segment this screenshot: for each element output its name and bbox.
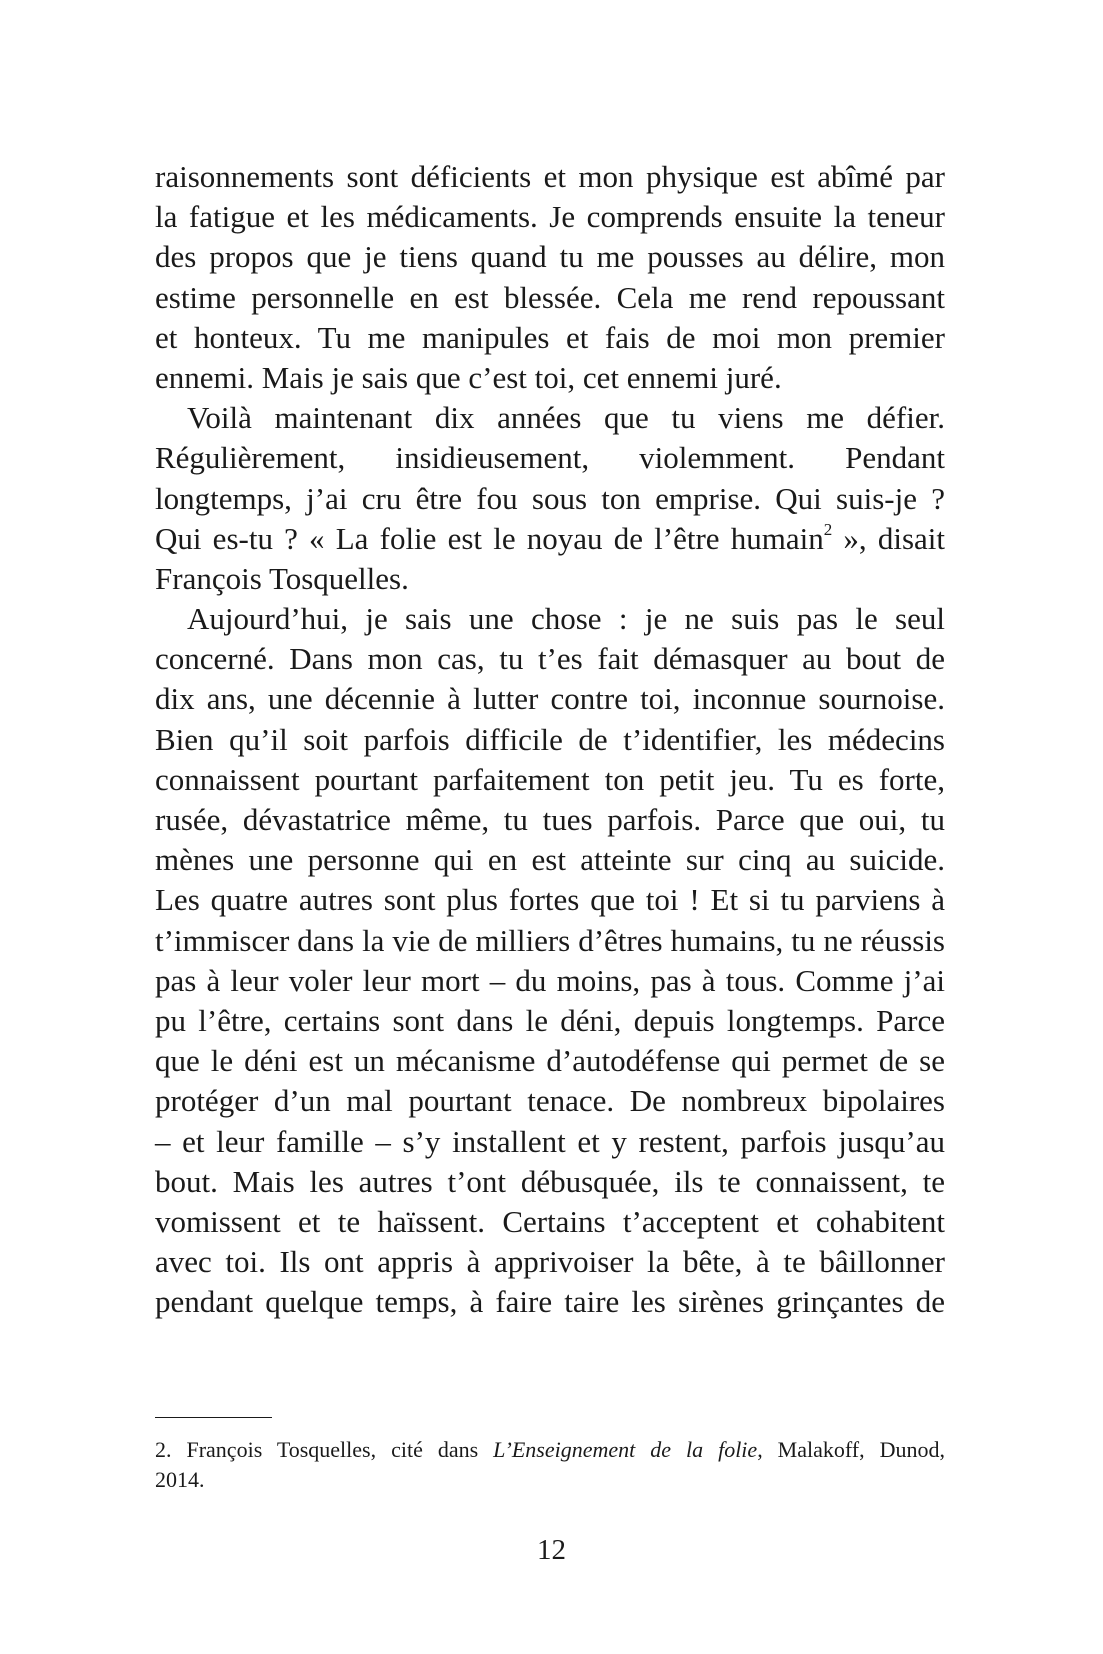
footnote-author: François Tosquelles, cité dans: [186, 1437, 479, 1462]
text-line: Régulièrement, insidieusement, violemment. Pendant: [155, 440, 945, 476]
text-line: et honteux. Tu me manipules et fais de moi mon premier: [155, 319, 945, 355]
text-line: concerné. Dans mon cas, tu t’es fait démasquer au bout de: [155, 641, 945, 677]
text-line: Les quatre autres sont plus fortes que toi ! Et si tu parviens à: [155, 882, 945, 918]
text-line: longtemps, j’ai cru être fou sous ton emprise. Qui suis-je ?: [155, 480, 945, 516]
text-line: bout. Mais les autres t’ont débusquée, ils te connaissent, te: [155, 1163, 945, 1199]
page-number: 12: [537, 1534, 566, 1566]
text-line: estime personnelle en est blessée. Cela me rend repoussant: [155, 279, 945, 315]
text-line: avec toi. Ils ont appris à apprivoiser la bête, à te bâillonner: [155, 1244, 945, 1280]
text-line: François Tosquelles.: [155, 560, 409, 596]
text-line: connaissent pourtant parfaitement ton petit jeu. Tu es forte,: [155, 761, 945, 797]
text-line: Voilà maintenant dix années que tu viens me défier.: [187, 400, 945, 436]
text-line: la fatigue et les médicaments. Je comprends ensuite la teneur: [155, 199, 945, 235]
footnote-work-title: L’Enseignement de la folie: [493, 1437, 758, 1462]
footnote-reference[interactable]: 2: [823, 519, 833, 539]
footnote-publisher: , Malakoff, Dunod,: [757, 1437, 945, 1462]
text-line-with-footnote: [155, 519, 945, 559]
footnote-number: 2.: [155, 1437, 172, 1462]
text-line: rusée, dévastatrice même, tu tues parfois. Parce que oui, tu: [155, 802, 945, 837]
text-line: raisonnements sont déficients et mon physique est abîmé par: [155, 159, 945, 194]
text-line: t’immiscer dans la vie de milliers d’êtres humains, tu ne réussis: [155, 922, 945, 958]
text-line: Bien qu’il soit parfois difficile de t’identifier, les médecins: [155, 721, 945, 757]
text-line: pas à leur voler leur mort – du moins, pas à tous. Comme j’ai: [155, 962, 945, 998]
text-fragment: », disait: [843, 520, 945, 556]
text-line: ennemi. Mais je sais que c’est toi, cet ennemi juré.: [155, 359, 782, 395]
footnote: [155, 1435, 945, 1495]
footnote-line: 2014.: [155, 1467, 205, 1492]
body-text: [155, 157, 945, 1322]
text-line: des propos que je tiens quand tu me pousses au délire, mon: [155, 239, 945, 275]
text-line: pu l’être, certains sont dans le déni, depuis longtemps. Parce: [155, 1002, 945, 1038]
text-line: – et leur famille – s’y installent et y restent, parfois jusqu’au: [155, 1123, 945, 1159]
footnote-line: [155, 1435, 945, 1465]
footnote-separator: [155, 1417, 272, 1418]
text-line: Aujourd’hui, je sais une chose : je ne suis pas le seul: [187, 601, 945, 637]
text-line: vomissent et te haïssent. Certains t’acceptent et cohabitent: [155, 1203, 945, 1239]
text-line: que le déni est un mécanisme d’autodéfense qui permet de se: [155, 1043, 945, 1079]
text-line: dix ans, une décennie à lutter contre toi, inconnue sournoise.: [155, 681, 945, 717]
text-fragment: Qui es-tu ? « La folie est le noyau de l’être humain: [155, 520, 824, 556]
text-line: mènes une personne qui en est atteinte sur cinq au suicide.: [155, 842, 945, 878]
text-line: protéger d’un mal pourtant tenace. De nombreux bipolaires: [155, 1083, 945, 1119]
text-line: pendant quelque temps, à faire taire les sirènes grinçantes de: [155, 1284, 945, 1320]
